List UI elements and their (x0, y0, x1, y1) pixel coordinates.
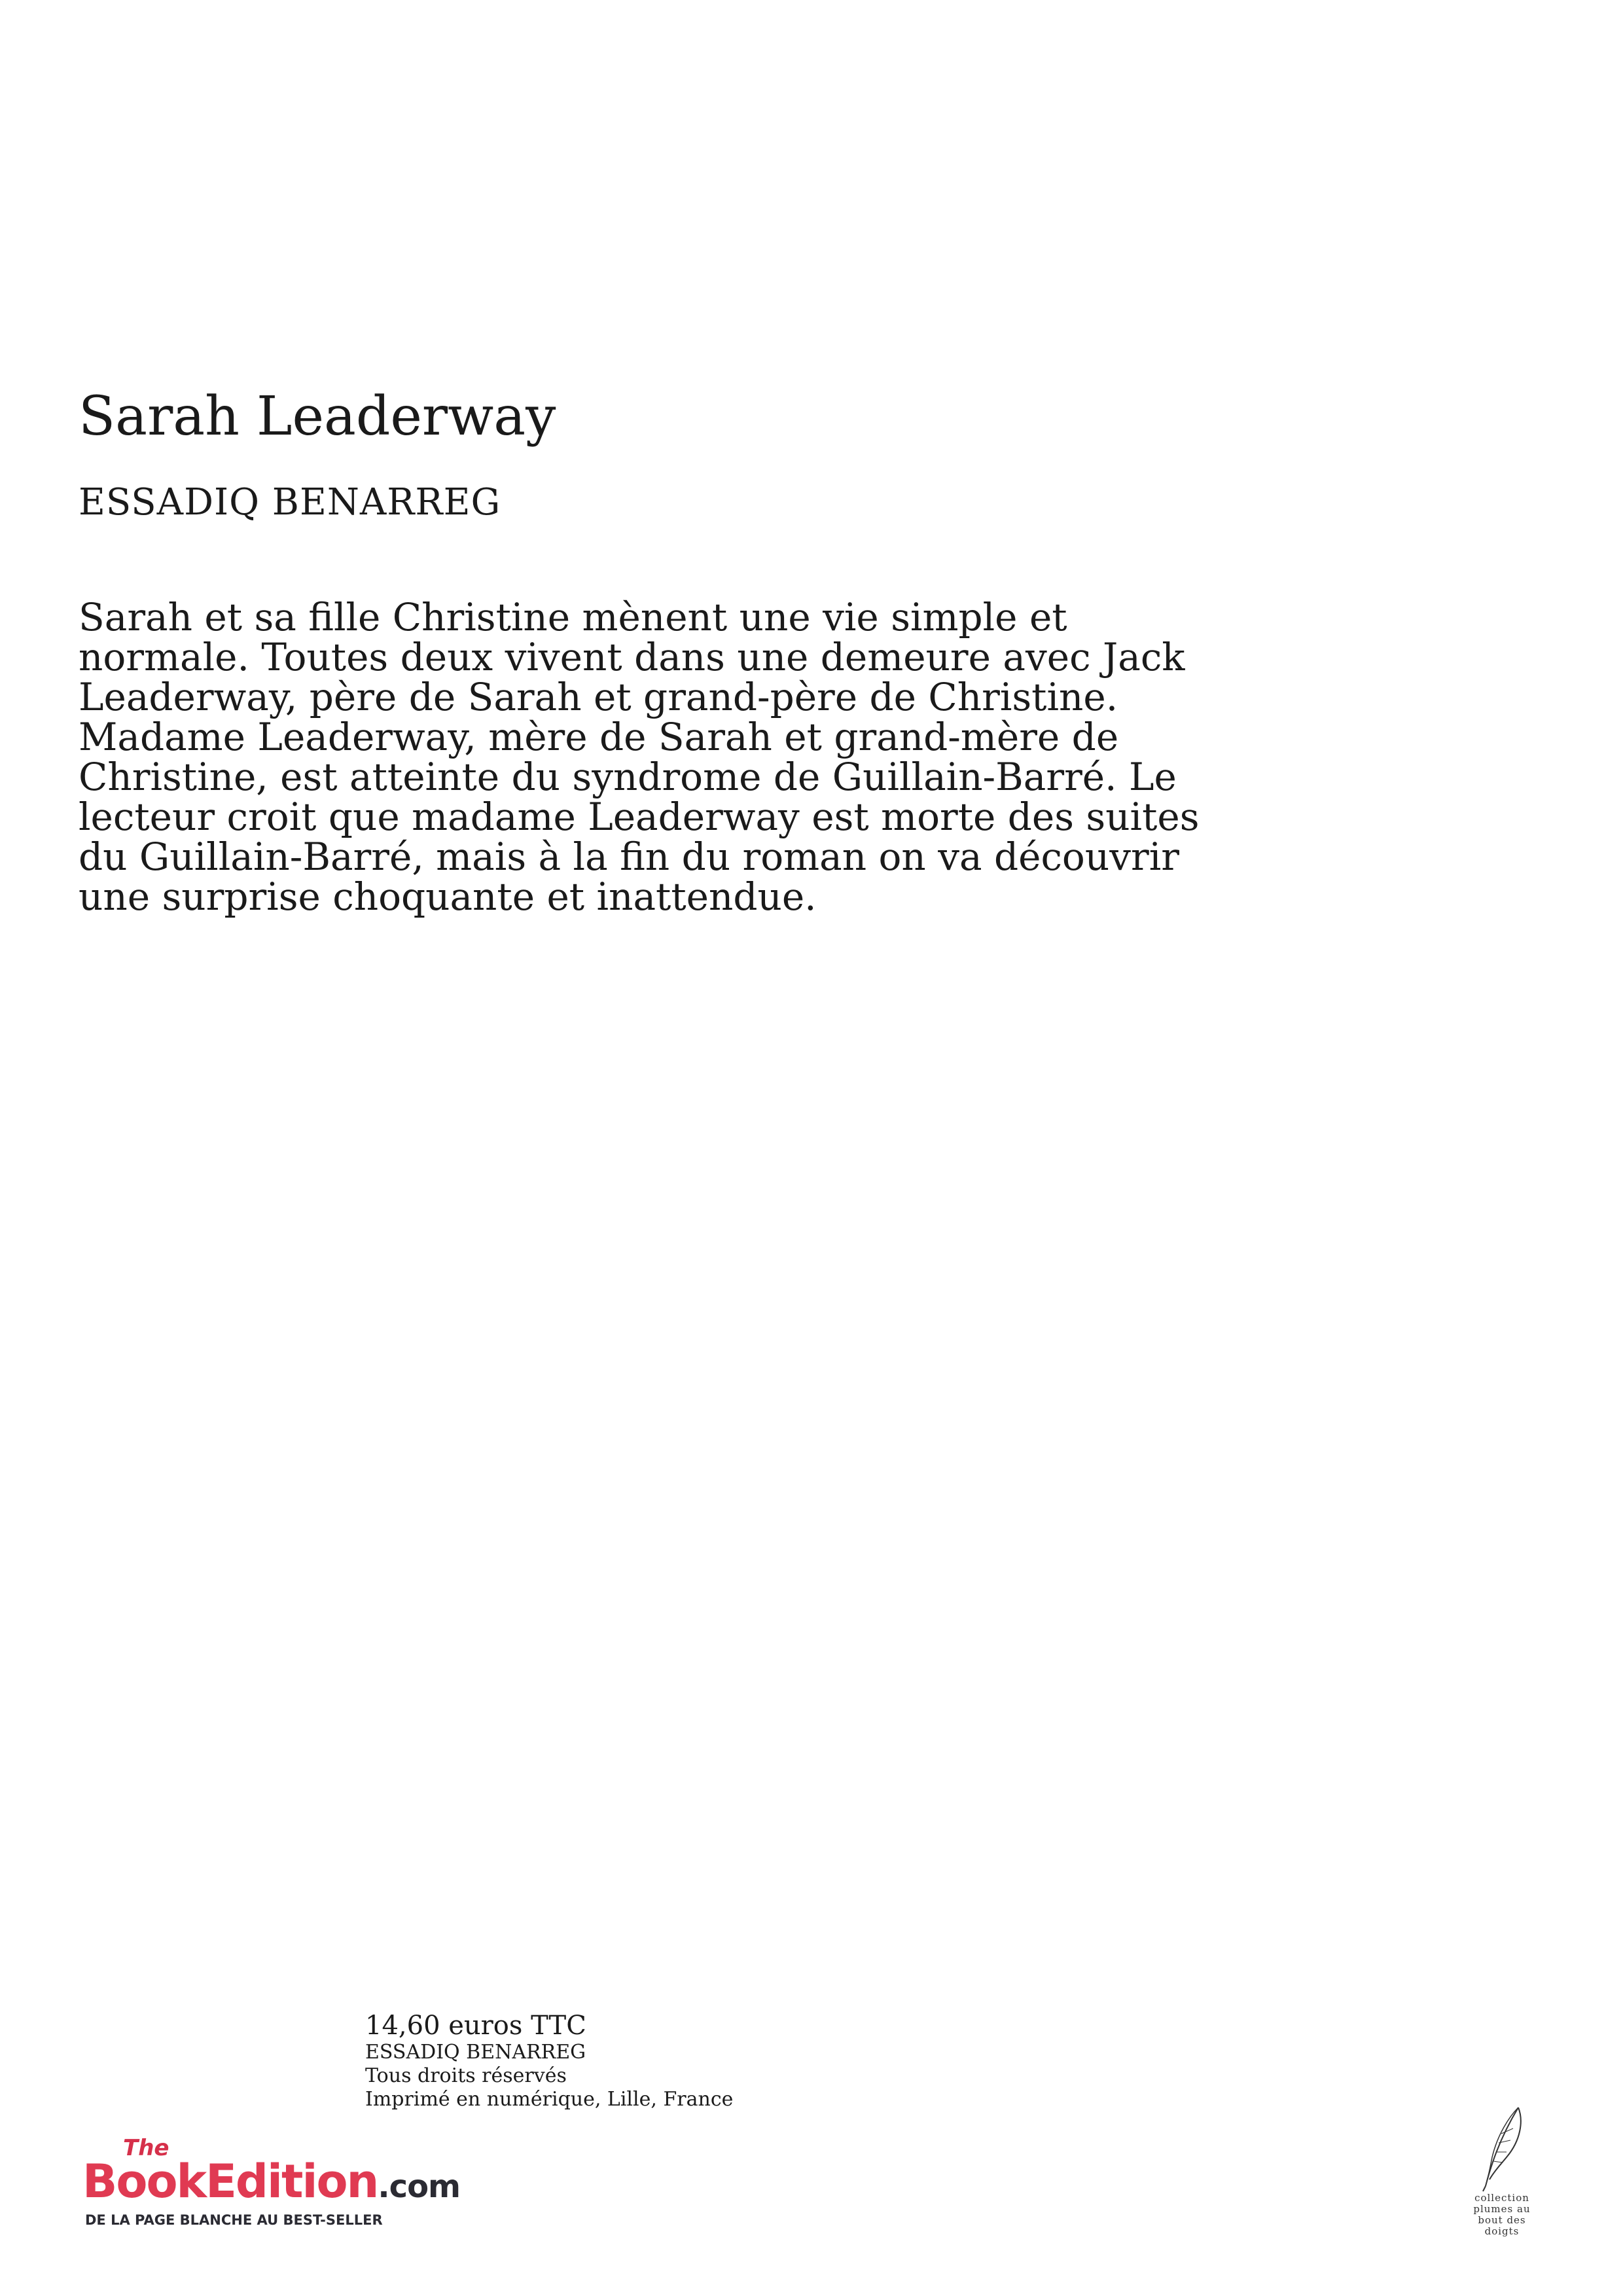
logo-tagline: DE LA PAGE BLANCHE AU BEST-SELLER (85, 2212, 383, 2228)
publisher-logo (82, 2135, 475, 2227)
book-author: ESSADIQ BENARREG (79, 481, 501, 524)
imprint-author: ESSADIQ BENARREG (365, 2041, 586, 2064)
summary-line: Christine, est atteinte du syndrome de Guillain-Barré. Le (79, 755, 1177, 799)
book-title: Sarah Leaderway (79, 386, 556, 448)
rights-notice: Tous droits réservés (365, 2064, 567, 2087)
summary-line: une surprise choquante et inattendue. (79, 874, 817, 919)
summary-line: Sarah et sa fille Christine mènent une vie simple et (79, 595, 1067, 639)
print-location: Imprimé en numérique, Lille, France (365, 2088, 734, 2111)
summary-line: Leaderway, père de Sarah et grand-père de Christine. (79, 675, 1118, 719)
summary-line: du Guillain-Barré, mais à la fin du roman on va découvrir (79, 834, 1179, 879)
book-summary (79, 595, 1243, 919)
price: 14,60 euros TTC (365, 2011, 586, 2041)
logo-name: BookEdition (82, 2155, 378, 2208)
feather-quill-icon (1472, 2094, 1531, 2193)
collection-caption: plumes au (1473, 2203, 1531, 2215)
summary-line: Madame Leaderway, mère de Sarah et grand-mère de (79, 715, 1119, 759)
imprint-block (365, 2013, 733, 2113)
collection-mark (1466, 2094, 1538, 2251)
summary-line: normale. Toutes deux vivent dans une demeure avec Jack (79, 635, 1185, 679)
logo-wordmark (82, 2155, 460, 2208)
collection-caption: doigts (1484, 2225, 1520, 2237)
summary-line: lecteur croit que madame Leaderway est morte des suites (79, 795, 1200, 839)
logo-the: The (123, 2135, 169, 2161)
collection-caption: collection (1474, 2192, 1529, 2204)
logo-domain: .com (378, 2168, 461, 2205)
collection-caption: bout des (1478, 2214, 1526, 2226)
